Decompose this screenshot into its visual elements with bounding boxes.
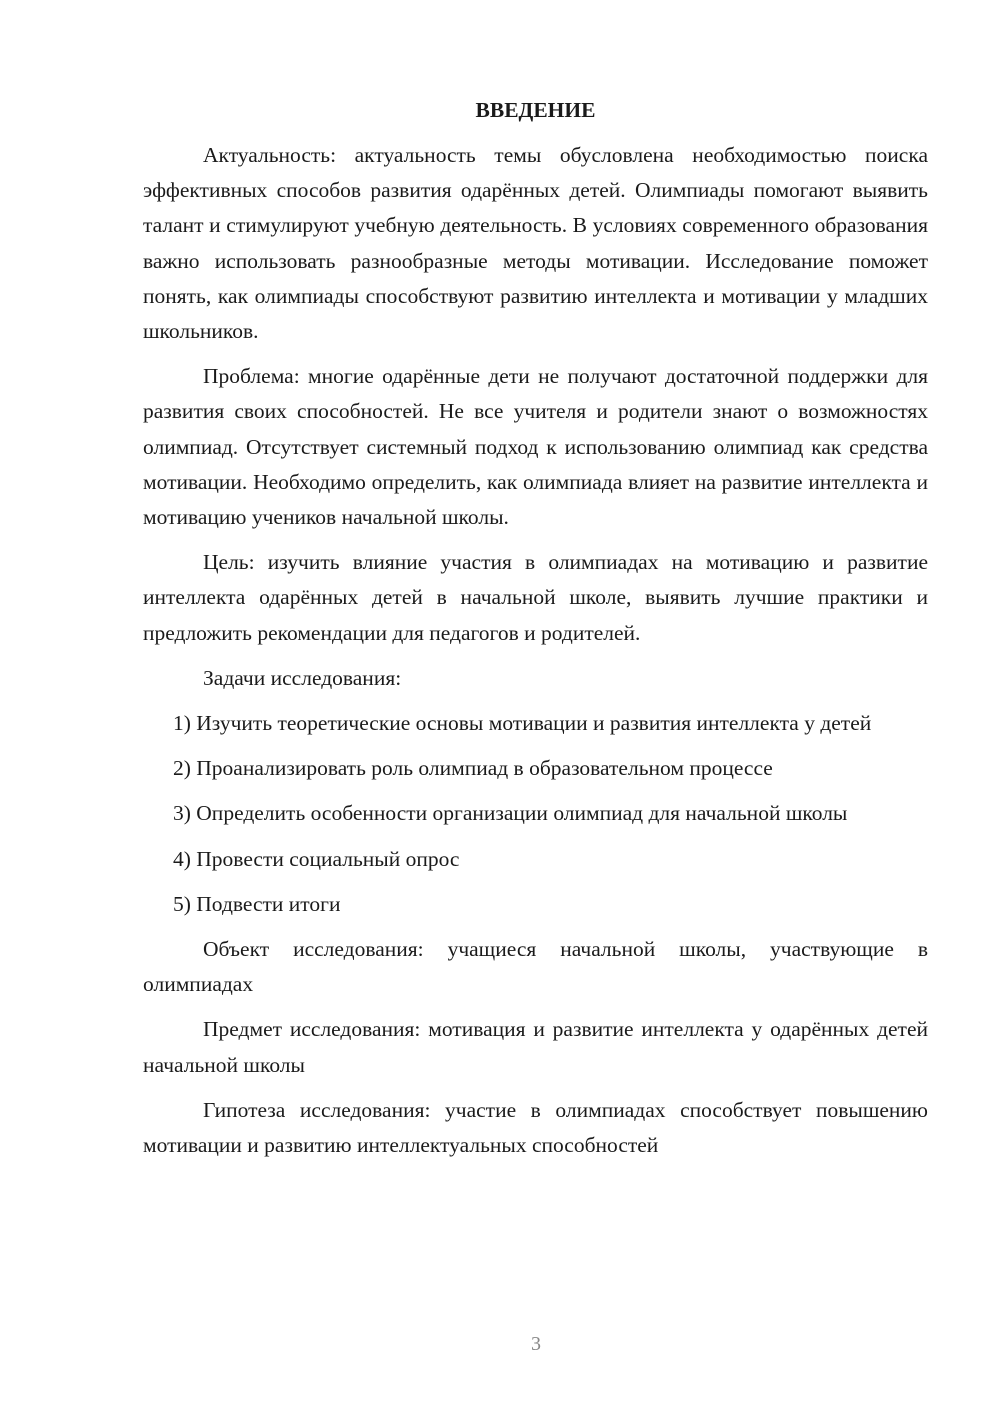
task-item: 3) Определить особенности организации олимпиад для начальной школы — [173, 801, 848, 826]
task-item: 4) Провести социальный опрос — [173, 846, 460, 871]
hypothesis-paragraph: Гипотеза исследования: участие в олимпиадах способствует повышению мотивации и развитию интеллектуальных способностей — [143, 1097, 928, 1158]
page-number: 3 — [531, 1333, 541, 1355]
task-item: 1) Изучить теоретические основы мотивации и развития интеллекта у детей — [173, 711, 872, 736]
problem-paragraph: Проблема: многие одарённые дети не получают достаточной поддержки для развития своих способностей. Не все учителя и родители знают о возможностях олимпиад. Отсутствует системный подход к использованию олимпиад как средства мотивации. Необходимо определить, как олимпиада влияет на развитие интеллекта и мотивацию учеников начальной школы. — [143, 364, 928, 530]
task-item: 2) Проанализировать роль олимпиад в образовательном процессе — [173, 756, 773, 781]
task-item: 5) Подвести итоги — [173, 891, 341, 916]
goal-paragraph: Цель: изучить влияние участия в олимпиадах на мотивацию и развитие интеллекта одарённых детей в начальной школе, выявить лучшие практики и предложить рекомендации для педагогов и родителей. — [143, 550, 928, 645]
tasks-heading: Задачи исследования: — [203, 665, 402, 690]
document-page — [143, 92, 928, 1173]
subject-paragraph: Предмет исследования: мотивация и развитие интеллекта у одарённых детей начальной школы — [143, 1017, 928, 1077]
section-title: ВВЕДЕНИЕ — [475, 98, 596, 122]
object-paragraph: Объект исследования: учащиеся начальной школы, участвующие в олимпиадах — [143, 937, 928, 997]
relevance-paragraph: Актуальность: актуальность темы обусловлена необходимостью поиска эффективных способов развития одарённых детей. Олимпиады помогают выявить талант и стимулируют учебную деятельность. В условиях современного образования важно использовать разнообразные методы мотивации. Исследование поможет понять, как олимпиады способствуют развитию интеллекта и мотивации у младших школьников. — [143, 143, 928, 344]
